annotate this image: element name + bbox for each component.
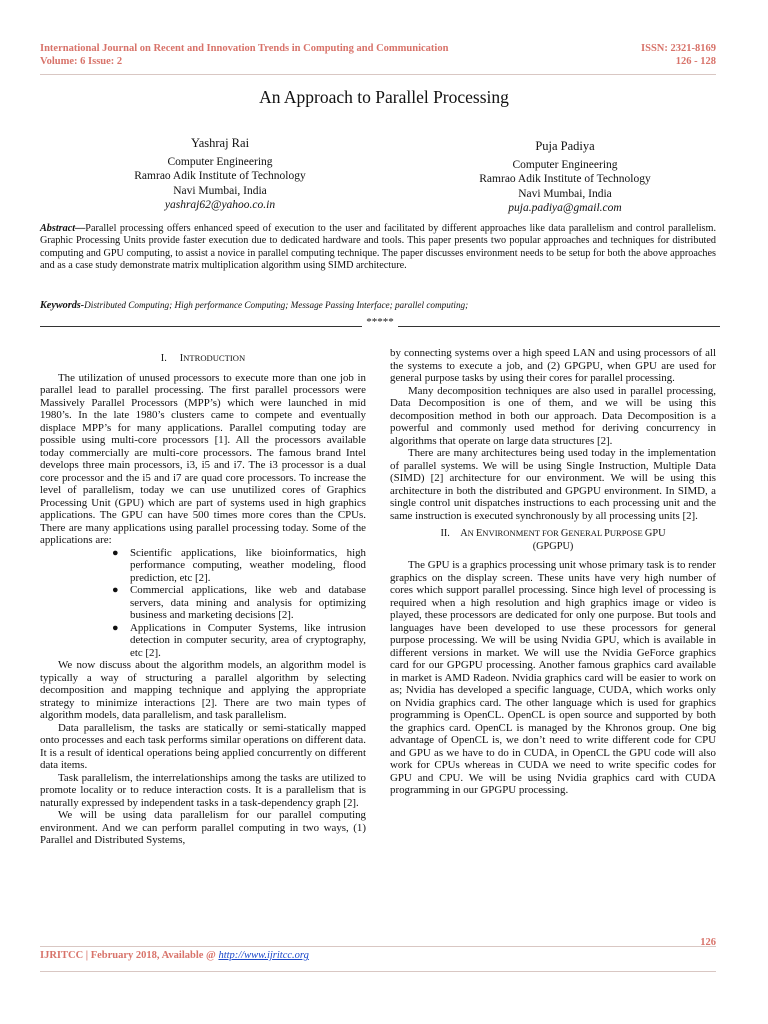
issn: ISSN: 2321-8169 [641,43,716,54]
journal-volume: Volume: 6 Issue: 2 [40,56,123,67]
author-email: yashraj62@yahoo.co.in [164,199,276,211]
keywords-text: Distributed Computing; High performance Computing; Message Passing Interface; parallel computing; [84,300,469,310]
paragraph: There are many architectures being used today in the implementation of parallel systems. We will be using Single Instruction, Multiple Data (SIMD) [2] architecture for our environment. We will be using this architecture in both the distributed and GPGPU environment. In SIMD, a single control unit dispatches instructions to each processing unit and the same instruction is executed synchronously by all processing units [2]. [390,447,716,522]
paragraph: We will be using data parallelism for our parallel computing environment. And we can perform parallel computing in two ways, (1) Parallel and Distributed Systems, [40,809,366,846]
paragraph: The GPU is a graphics processing unit whose primary task is to render graphics on the display screen. These units have very high number of cores which support parallel processing. Since high level of processing is required when a high resolution and high graphics image or video is played, these processors are dedicated for only one purpose. But tools and languages have been developed to use these processors for general purpose processing. We will be using Nvidia GPU, which is available in different versions in market. We will use the Nvidia GeForce graphics card for our GPGPU processing. Another famous graphics card available in market is AMD Radeon. Nvidia graphics card will be easier to work on as; Nvidia has developed a specific language, CUDA, which works only on Nvidia graphics card. The other language which is used for graphics programming is OpenCL. OpenCL is open source and supported by both the graphics card. OpenCL is managed by the Khronos group. One big advantage of OpenCL is, we don’t need to write different code for CPU and GPU as we have to do in CUDA, in OpenCL the GPU code will also work for CPUs whereas in CUDA we need to write specific codes for GPU and CPU. We will be using Nvidia graphics card with CUDA programming in our GPGPU processing. [390,559,716,796]
separator-line-right [398,326,720,327]
list-item: ● Scientific applications, like bioinformatics, high performance computing, weather modeling, flood prediction, etc [2]. [112,546,366,584]
author-block-1 [95,136,345,213]
separator-line-left [40,326,362,327]
abstract [40,223,716,273]
bullet-icon: ● [112,621,119,634]
author-city: Navi Mumbai, India [518,187,612,200]
author-name: Yashraj Rai [190,136,250,150]
list-item: ● Applications in Computer Systems, like intrusion detection in computer security, area of cryptography, etc [2]. [112,621,366,659]
paragraph: by connecting systems over a high speed LAN and using processors of all the systems to execute a job, and (2) GPGPU, when GPU are used for general purpose tasks by using their cores for parallel processing. [390,347,716,384]
left-column [40,347,366,847]
author-name: Puja Padiya [535,139,595,153]
issn-header [641,42,716,68]
separator-stars: ***** [366,316,394,328]
journal-name: International Journal on Recent and Innovation Trends in Computing and Communication [40,43,449,54]
abstract-lead: Abstract— [40,223,86,234]
section-heading-introduction: I. INTRODUCTION [160,353,246,364]
paragraph: Task parallelism, the interrelationships among the tasks are utilized to promote locality or to reduce interaction costs. It is a parallelism that is naturally expressed by independent tasks in a task-dependency graph [2]. [40,771,366,809]
section-separator [40,316,720,330]
bullet-icon: ● [112,546,119,559]
paragraph: Data parallelism, the tasks are statically or semi-statically mapped onto processes and each task performs similar operations on different data. It is a result of identical operations being applied concurrently on different data items. [40,721,366,771]
footer [40,950,309,961]
footer-text: IJRITCC | February 2018, Available @ [40,950,219,961]
keywords-lead: Keywords- [40,300,85,311]
journal-link[interactable]: http://www.ijritcc.org [218,950,309,961]
header-rule [40,74,716,75]
author-city: Navi Mumbai, India [173,184,267,197]
author-dept: Computer Engineering [167,155,273,168]
author-email: puja.padiya@gmail.com [508,202,622,214]
abstract-text: Parallel processing offers enhanced speed of execution to the user and facilitated by different approaches like data parallelism and control parallelism. Graphic Processing Units provide faster execution due to dedicated hardware and tools. This paper presents two popular approaches and techniques for distributed computing and GPU computing, to assist a novice in parallel computing technique. The paper discusses environment needs to be setup for both the above approaches and as a case study demonstrate matrix multiplication algorithm using SIMD architecture. [40,223,716,272]
right-column [390,347,716,797]
author-dept: Computer Engineering [512,158,618,171]
journal-header [40,42,448,68]
applications-list [40,547,366,660]
bullet-icon: ● [112,584,119,596]
list-item: ● Commercial applications, like web and database servers, data mining and analysis for optimizing business and marketing decisions [2]. [112,584,366,621]
author-institute: Ramrao Adik Institute of Technology [134,170,306,182]
section-heading-gpgpu: II. AN ENVIRONMENT FOR GENERAL PURPOSE GPU (GPGPU) [440,528,666,552]
paragraph: Many decomposition techniques are also used in parallel processing, Data Decomposition is one of them, and we will be using this decomposition method in both our approach. Data Decomposition is a powerful and commonly used method for deriving concurrency in algorithms that operate on large data structures [2]. [390,384,716,447]
author-block-2 [440,139,690,216]
author-institute: Ramrao Adik Institute of Technology [479,173,651,185]
footer-rule-bottom [40,971,716,972]
page-number: 126 [700,937,716,948]
footer-rule-top [40,946,716,947]
keywords [40,299,720,312]
page-range: 126 - 128 [675,56,716,67]
paragraph: We now discuss about the algorithm models, an algorithm model is typically a way of structuring a parallel algorithm by selecting decomposition and mapping technique and applying the appropriate strategy to minimize interactions [2]. There are two main types of algorithm models, data parallelism, and task parallelism. [40,659,366,721]
paragraph: The utilization of unused processors to execute more than one job in parallel lead to parallel processing. The first parallel processors were Massively Parallel Processors (MPP’s) which were launched in mid 1980’s. In the late 1980’s clusters came to compete and eventually displace MPP’s for many applications. Parallel computing today are possible using multi-core processors [1]. All the processors available today commercially are multi-core processors. The famous brand Intel develops three main processors, i3, i5 and i7. The i3 processor is a dual core processor and the i5 and i7 are quad core processors. To increase the level of parallelism, today we can use unutilized cores of Graphics Processing Unit (GPU) which are part of systems used in high graphics applications. The GPU can have 500 times more cores than the CPUs. There are many applications using parallel processing today. Some of the applications are: [40,371,366,546]
paper-title: An Approach to Parallel Processing [259,87,509,107]
